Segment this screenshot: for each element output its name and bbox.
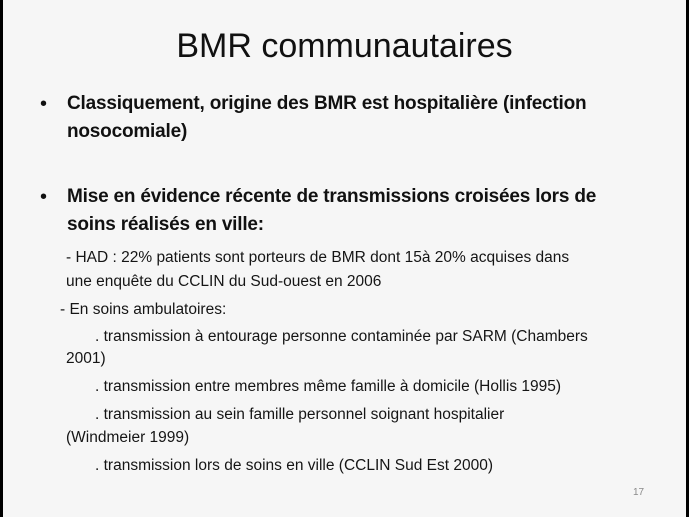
detail-line-had: - HAD : 22% patients sont porteurs de BMR dont 15à 20% acquises dans	[66, 249, 570, 266]
detail-line-staff-cont: (Windmeier 1999)	[66, 429, 190, 446]
detail-line-city: . transmission lors de soins en ville (CCLIN Sud Est 2000)	[95, 457, 493, 474]
bullet-dot-icon: •	[40, 93, 48, 115]
detail-line-family: . transmission entre membres même famille à domicile (Hollis 1995)	[95, 378, 562, 395]
detail-line-sarm: . transmission à entourage personne contaminée par SARM (Chambers	[95, 328, 588, 345]
detail-line-ambulatory: - En soins ambulatoires:	[60, 301, 227, 318]
bullet-text: Mise en évidence récente de transmissions croisées lors de soins réalisés en ville:	[67, 186, 597, 235]
detail-line-sarm-cont: 2001)	[66, 350, 106, 367]
page-number: 17	[633, 487, 645, 498]
detail-line-had-cont: une enquête du CCLIN du Sud-ouest en 2006	[66, 273, 382, 290]
detail-line-staff: . transmission au sein famille personnel soignant hospitalier	[95, 406, 505, 423]
bullet-dot-icon: •	[40, 186, 48, 208]
bullet-text: Classiquement, origine des BMR est hospitalière (infection nosocomiale)	[67, 93, 587, 142]
slide	[3, 0, 686, 517]
slide-title: BMR communautaires	[176, 27, 513, 65]
